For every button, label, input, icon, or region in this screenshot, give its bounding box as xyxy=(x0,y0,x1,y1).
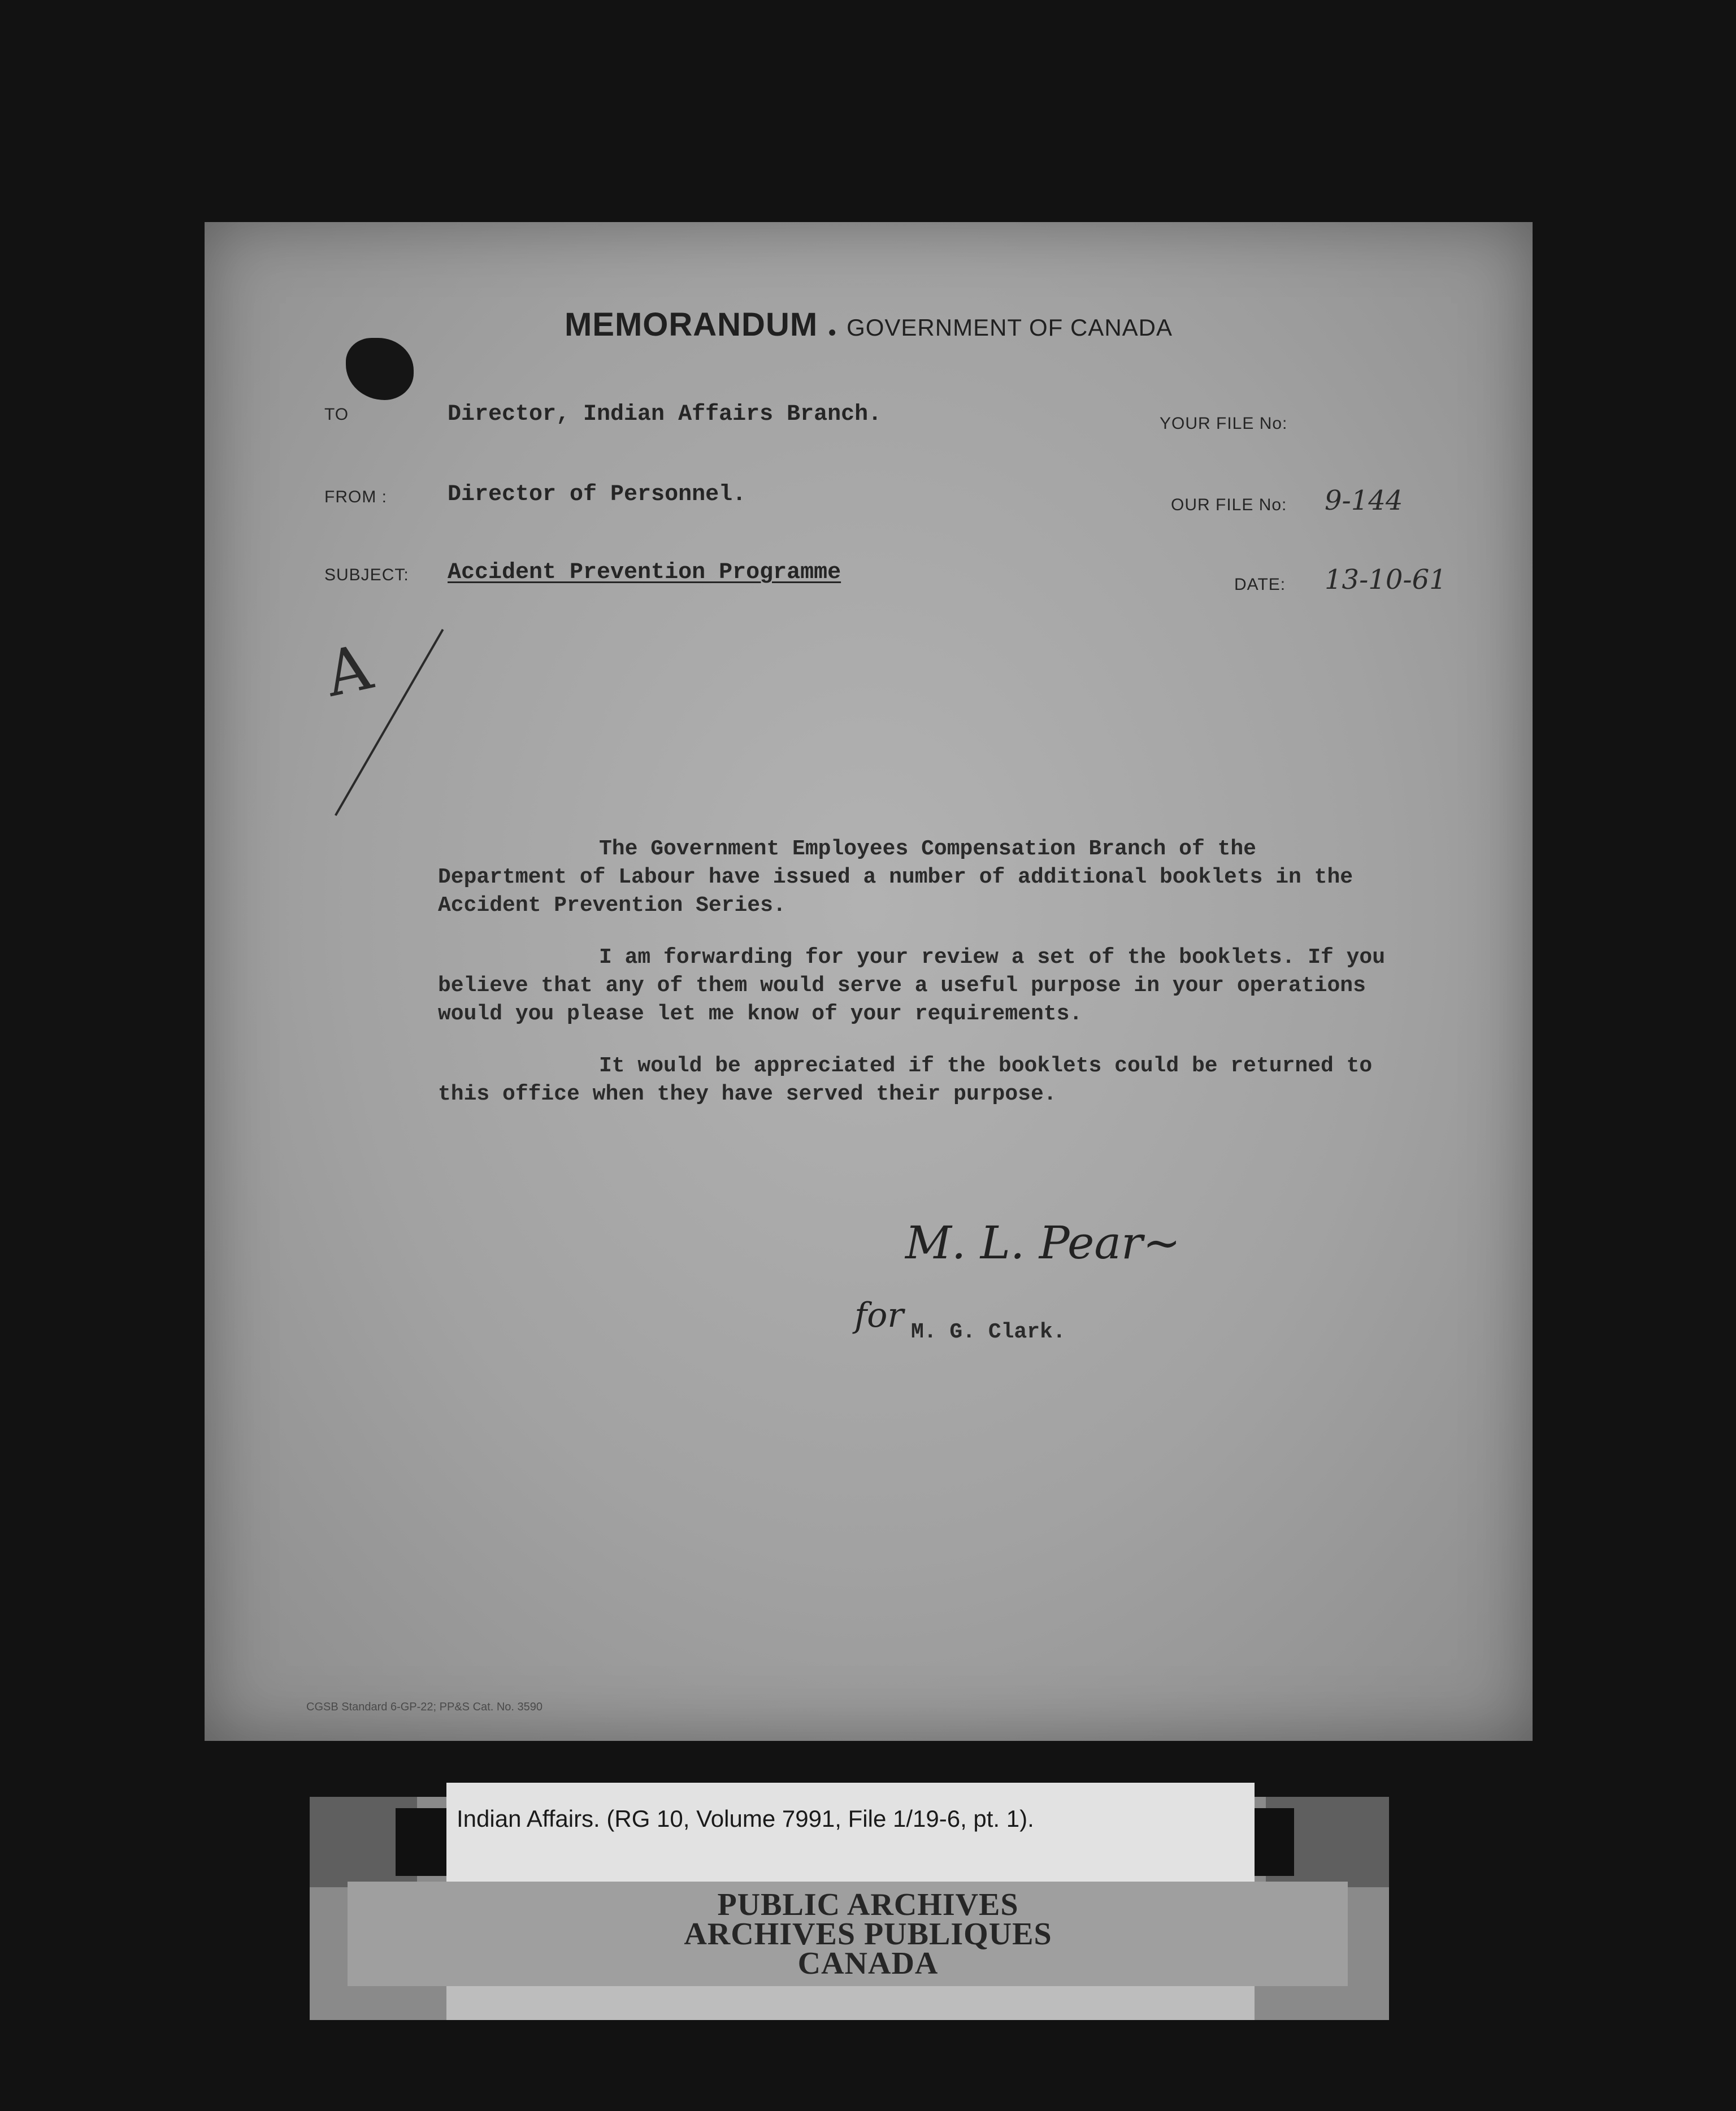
memo-title: MEMORANDUM xyxy=(564,306,818,343)
header-bullet: • xyxy=(828,320,836,346)
to-label: TO xyxy=(324,405,349,424)
body-paragraph-2: I am forwarding for your review a set of the booklets. If you believe that any of them would serve a useful purpose in your operations would you please let me know of your requirements. xyxy=(438,945,1386,1026)
body-paragraph-3: It would be appreciated if the booklets could be returned to this office when they have served their purpose. xyxy=(438,1054,1373,1106)
signature-scrawl: M. L. Pear~ xyxy=(905,1217,1181,1269)
memo-header xyxy=(205,306,1533,346)
date-label: DATE: xyxy=(1234,575,1286,594)
subject-label: SUBJECT: xyxy=(324,566,409,584)
memo-page xyxy=(205,222,1533,1741)
our-file-value: 9-144 xyxy=(1325,485,1403,516)
tray-slot-right xyxy=(1249,1808,1294,1876)
stamp-line-3: CANADA xyxy=(797,1946,939,1981)
government-title: GOVERNMENT OF CANADA xyxy=(847,314,1173,341)
file-reference-text: Indian Affairs. (RG 10, Volume 7991, File 1/19-6, pt. 1). xyxy=(457,1805,1034,1832)
handwritten-initial: A xyxy=(319,631,378,711)
memo-body xyxy=(438,835,1387,1132)
from-value: Director of Personnel. xyxy=(448,482,747,507)
signatory-name: M. G. Clark. xyxy=(911,1320,1066,1344)
date-value: 13-10-61 xyxy=(1325,564,1447,596)
archive-stamp xyxy=(0,1887,1736,1981)
stamp-line-2: ARCHIVES PUBLIQUES xyxy=(684,1917,1052,1952)
your-file-label: YOUR FILE No: xyxy=(1160,414,1288,433)
torn-hole xyxy=(346,338,414,400)
tray-bottom-strip xyxy=(446,1986,1255,2020)
form-standard-number: CGSB Standard 6-GP-22; PP&S Cat. No. 3590 xyxy=(306,1701,542,1713)
signature-for-mark: for xyxy=(854,1296,904,1335)
body-paragraph-1: The Government Employees Compensation Branch of the Department of Labour have issued a number of additional booklets in the Accident Prevention Series. xyxy=(438,837,1353,918)
tray-slot-left xyxy=(396,1808,446,1876)
our-file-label: OUR FILE No: xyxy=(1171,496,1287,514)
stamp-line-1: PUBLIC ARCHIVES xyxy=(717,1887,1019,1922)
to-value: Director, Indian Affairs Branch. xyxy=(448,402,882,427)
from-label: FROM : xyxy=(324,488,387,506)
subject-value: Accident Prevention Programme xyxy=(448,560,841,585)
